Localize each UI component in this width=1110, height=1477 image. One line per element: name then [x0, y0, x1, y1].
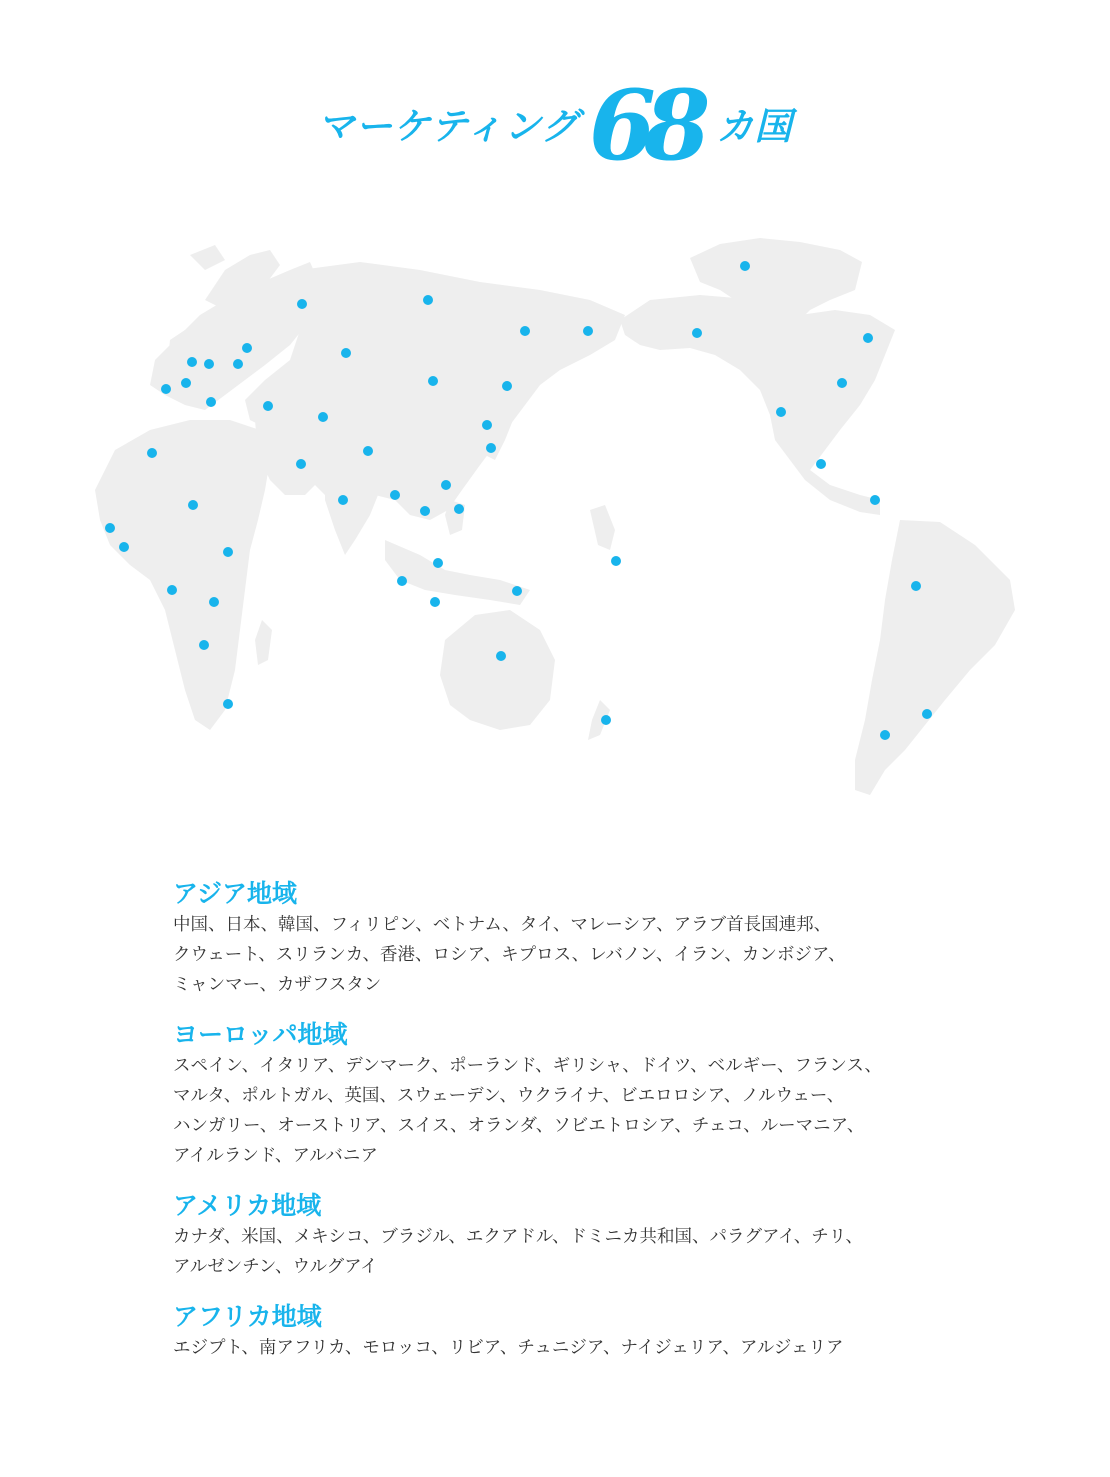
- map-dot: [263, 401, 273, 411]
- map-dot: [338, 495, 348, 505]
- land-sea-islands: [385, 540, 530, 605]
- title-suffix: カ国: [716, 105, 793, 148]
- map-dot: [341, 348, 351, 358]
- map-dot: [188, 500, 198, 510]
- land-pacific-islands: [590, 505, 615, 550]
- map-dot: [187, 357, 197, 367]
- region-africa: [173, 1301, 1033, 1363]
- land-australia: [440, 610, 555, 730]
- map-dot: [502, 381, 512, 391]
- region-title: アフリカ地域: [173, 1302, 322, 1331]
- map-dot: [583, 326, 593, 336]
- map-dot: [880, 730, 890, 740]
- map-dot: [242, 343, 252, 353]
- map-dot: [363, 446, 373, 456]
- map-dot: [430, 597, 440, 607]
- region-countries-line: クウェート、スリランカ、香港、ロシア、キプロス、レバノン、イラン、カンボジア、: [173, 945, 846, 965]
- region-countries-line: エジプト、南アフリカ、モロッコ、リビア、チュニジア、ナイジェリア、アルジェリア: [173, 1338, 844, 1358]
- map-dot: [428, 376, 438, 386]
- map-dot: [870, 495, 880, 505]
- region-title: ヨーロッパ地域: [173, 1020, 348, 1049]
- map-dot: [911, 581, 921, 591]
- region-asia: [173, 878, 1033, 1000]
- region-title: アメリカ地域: [173, 1191, 322, 1220]
- title-number: 68: [588, 69, 699, 182]
- map-dot: [147, 448, 157, 458]
- map-dot: [611, 556, 621, 566]
- region-america: [173, 1190, 1033, 1282]
- map-dot: [297, 299, 307, 309]
- land-masses: [95, 238, 1015, 795]
- land-madagascar: [255, 620, 272, 665]
- map-dot: [318, 412, 328, 422]
- land-iceland: [190, 245, 225, 270]
- map-dot: [863, 333, 873, 343]
- map-dot: [816, 459, 826, 469]
- map-dot: [397, 576, 407, 586]
- map-dot: [496, 651, 506, 661]
- map-dot: [119, 542, 129, 552]
- land-africa: [95, 420, 270, 730]
- page-title: [0, 69, 1110, 182]
- map-dot: [512, 586, 522, 596]
- map-dot: [181, 378, 191, 388]
- map-dot: [204, 359, 214, 369]
- map-dot: [209, 597, 219, 607]
- map-dot: [692, 328, 702, 338]
- map-dot: [390, 490, 400, 500]
- map-dot: [601, 715, 611, 725]
- region-countries-line: アルゼンチン、ウルグアイ: [173, 1257, 378, 1277]
- map-dot: [482, 420, 492, 430]
- region-countries-line: アイルランド、アルバニア: [173, 1146, 378, 1166]
- map-dot: [223, 547, 233, 557]
- map-dot: [223, 699, 233, 709]
- map-dot: [423, 295, 433, 305]
- map-dot: [206, 397, 216, 407]
- map-dot: [922, 709, 932, 719]
- map-dot: [740, 261, 750, 271]
- map-dot: [296, 459, 306, 469]
- map-dot: [837, 378, 847, 388]
- map-dot: [433, 558, 443, 568]
- region-countries-line: 中国、日本、韓国、フィリピン、ベトナム、タイ、マレーシア、アラブ首長国連邦、: [173, 915, 832, 935]
- map-dot: [420, 506, 430, 516]
- world-map: [90, 230, 1020, 810]
- map-dot: [776, 407, 786, 417]
- map-dot: [199, 640, 209, 650]
- region-countries-line: スペイン、イタリア、デンマーク、ポーランド、ギリシャ、ドイツ、ベルギー、フランス、: [173, 1056, 882, 1076]
- title-prefix: マーケティング: [317, 105, 579, 148]
- map-dot: [167, 585, 177, 595]
- map-dot: [454, 504, 464, 514]
- map-dot: [233, 359, 243, 369]
- map-dot: [441, 480, 451, 490]
- land-south-america: [855, 520, 1015, 795]
- map-dot: [161, 384, 171, 394]
- map-dot: [486, 443, 496, 453]
- land-north-america: [620, 295, 895, 515]
- map-dot: [105, 523, 115, 533]
- map-dot: [520, 326, 530, 336]
- region-list: [173, 878, 1033, 1382]
- region-countries-line: マルタ、ポルトガル、英国、スウェーデン、ウクライナ、ビエロロシア、ノルウェー、: [173, 1086, 845, 1106]
- region-europe: [173, 1019, 1033, 1171]
- region-countries-line: カナダ、米国、メキシコ、ブラジル、エクアドル、ドミニカ共和国、パラグアイ、チリ、: [173, 1227, 863, 1247]
- region-title: アジア地域: [173, 879, 298, 908]
- region-countries-line: ハンガリー、オーストリア、スイス、オランダ、ソビエトロシア、チェコ、ルーマニア、: [173, 1116, 865, 1136]
- region-countries-line: ミャンマー、カザフスタン: [173, 975, 382, 995]
